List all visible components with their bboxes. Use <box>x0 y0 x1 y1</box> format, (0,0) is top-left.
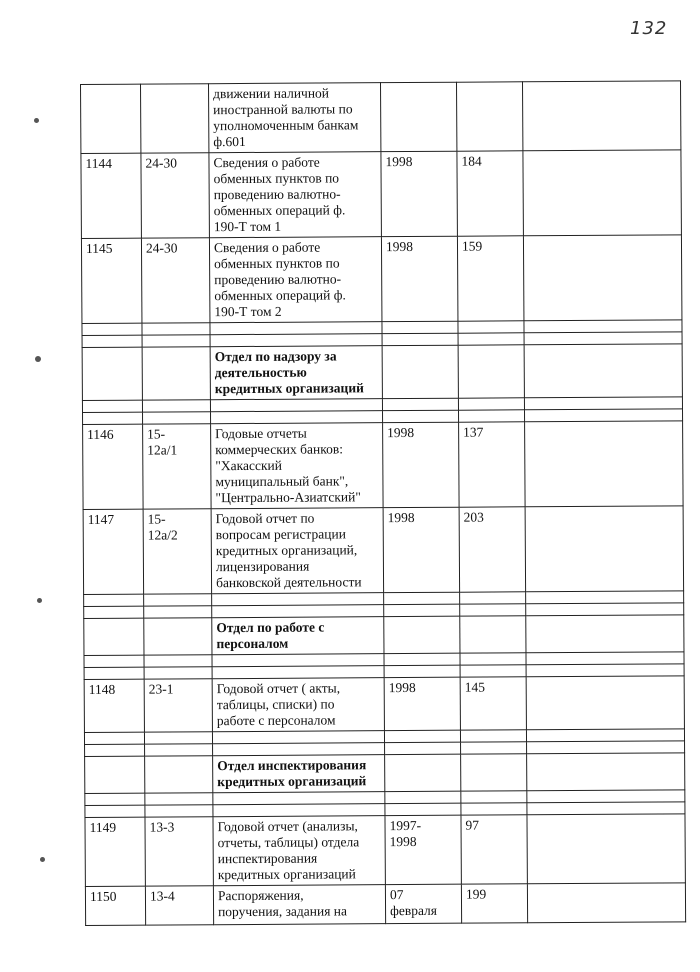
blank-cell <box>460 604 526 616</box>
item-number-cell-text: 1147 <box>87 511 115 527</box>
blank-cell <box>461 791 527 803</box>
blank-cell <box>144 594 212 606</box>
table-row <box>83 421 684 510</box>
blank-cell <box>212 731 384 744</box>
blank-cell <box>145 805 213 817</box>
dates-cell <box>383 507 460 592</box>
item-number-cell-text: 1149 <box>89 819 117 835</box>
blank-cell <box>527 802 685 815</box>
dates-cell-text: 07 февраля <box>389 887 438 919</box>
department-heading-text: Отдел по работе с персоналом <box>216 619 325 652</box>
blank-cell <box>458 410 524 422</box>
dates-cell <box>384 677 460 730</box>
department-heading-row <box>82 344 682 401</box>
blank-cell <box>145 744 213 756</box>
blank-cell <box>458 398 524 410</box>
sheets-cell-text: 199 <box>465 886 487 902</box>
dates-cell <box>385 754 461 791</box>
blank-cell <box>384 604 460 616</box>
blank-cell <box>526 603 684 616</box>
item-number-cell <box>83 424 144 509</box>
index-cell <box>144 679 212 732</box>
index-cell <box>145 886 213 925</box>
blank-cell <box>382 398 458 410</box>
table-row <box>81 81 681 154</box>
note-cell <box>524 344 682 398</box>
dates-cell <box>384 616 460 653</box>
blank-cell <box>144 606 212 618</box>
item-number-cell-text: 1146 <box>87 426 114 442</box>
item-number-cell <box>83 509 144 594</box>
blank-cell <box>524 409 682 422</box>
blank-cell <box>144 667 212 679</box>
scan-speck <box>40 857 45 862</box>
sheets-cell-text: 97 <box>465 817 480 833</box>
dates-cell-text: 1998 <box>387 424 415 441</box>
note-cell <box>527 883 685 923</box>
blank-cell <box>384 653 460 665</box>
dates-cell <box>385 815 461 884</box>
index-cell <box>142 347 210 400</box>
blank-cell <box>458 321 524 333</box>
note-cell <box>527 814 685 884</box>
title-cell <box>209 237 382 323</box>
item-number-cell-text: 1144 <box>85 155 113 171</box>
blank-cell <box>212 593 384 606</box>
title-cell-text: Сведения о работе обменных пунктов по проведению валютно- обменных операций ф. 190-Т том 2 <box>213 239 346 320</box>
blank-cell <box>527 741 685 754</box>
blank-cell <box>458 333 524 345</box>
title-cell <box>209 83 381 153</box>
sheets-cell-text: 159 <box>461 238 483 254</box>
title-cell-text: Годовой отчет по вопросам регистрации кредитных организаций, лицензирования банковской деятельности <box>215 510 362 591</box>
item-number-cell <box>81 238 142 323</box>
blank-cell <box>460 665 526 677</box>
index-cell <box>143 509 212 594</box>
page-number: 132 <box>630 18 668 39</box>
register-table <box>80 80 686 926</box>
index-cell <box>145 756 213 793</box>
index-cell <box>141 238 210 323</box>
scan-speck <box>34 118 39 123</box>
note-cell <box>527 753 685 791</box>
note-cell <box>525 506 684 592</box>
note-cell <box>525 421 684 507</box>
blank-cell <box>384 592 460 604</box>
index-cell <box>141 153 210 238</box>
title-cell-text: Годовые отчеты коммерческих банков: "Хакасский муниципальный банк", "Центрально-Азиатский" <box>215 425 361 506</box>
note-cell <box>522 81 680 151</box>
index-cell-text: 24-30 <box>145 155 178 171</box>
index-cell <box>141 84 209 153</box>
blank-cell <box>84 594 144 606</box>
note-cell <box>526 676 684 730</box>
blank-cell <box>213 804 385 817</box>
sheets-cell <box>456 82 522 151</box>
sheets-cell <box>457 151 524 236</box>
dates-cell <box>383 422 460 507</box>
index-cell-text: 15- 12а/2 <box>147 511 178 543</box>
blank-cell <box>384 730 460 742</box>
sheets-cell-text: 137 <box>463 424 484 440</box>
title-cell <box>212 678 384 732</box>
blank-cell <box>526 664 684 677</box>
item-number-cell <box>84 679 144 732</box>
register-table-container <box>80 80 685 926</box>
blank-cell <box>210 334 382 347</box>
dates-cell-text: 1997- 1998 <box>389 817 422 850</box>
dates-cell-text: 1998 <box>388 679 416 696</box>
dates-cell <box>385 884 461 923</box>
sheets-cell <box>461 754 527 791</box>
blank-cell <box>144 655 212 667</box>
blank-cell <box>383 410 459 422</box>
blank-cell <box>460 592 526 604</box>
title-cell-text: Сведения о работе обменных пунктов по проведению валютно- обменных операций ф. 190-Т том 1 <box>213 154 346 235</box>
title-cell-text: Распоряжения, поручения, задания на <box>217 887 348 920</box>
department-heading <box>213 755 385 793</box>
dates-cell <box>381 151 458 236</box>
blank-cell <box>213 743 385 756</box>
index-cell <box>144 618 212 655</box>
scan-speck <box>37 598 42 603</box>
blank-cell <box>212 654 384 667</box>
item-number-cell <box>82 347 142 400</box>
item-number-cell-text: 1148 <box>88 681 116 697</box>
table-row <box>83 506 684 595</box>
sheets-cell <box>460 677 526 730</box>
item-number-cell-text: 1145 <box>85 240 113 256</box>
dates-cell-text: 1998 <box>385 153 413 170</box>
sheets-cell <box>460 616 526 653</box>
item-number-cell <box>81 153 142 238</box>
blank-cell <box>85 744 145 756</box>
blank-cell <box>84 667 144 679</box>
blank-cell <box>210 322 382 335</box>
sheets-cell-text: 145 <box>464 679 485 695</box>
blank-cell <box>524 320 682 333</box>
blank-cell <box>524 332 682 345</box>
blank-cell <box>212 605 384 618</box>
table-row <box>85 883 685 926</box>
sheets-cell-text: 184 <box>461 153 482 169</box>
dates-cell-text: 1998 <box>387 509 415 526</box>
blank-cell <box>84 606 144 618</box>
blank-cell <box>385 742 461 754</box>
dates-cell <box>381 236 458 321</box>
blank-cell <box>82 323 142 335</box>
blank-cell <box>142 400 210 412</box>
note-cell <box>523 150 682 236</box>
title-cell <box>213 816 385 886</box>
sheets-cell <box>458 345 524 398</box>
sheets-cell <box>459 422 526 507</box>
table-row <box>85 814 685 887</box>
department-heading-text: Отдел инспектирования кредитных организаций <box>217 757 367 790</box>
blank-cell <box>85 793 145 805</box>
dates-cell-text: 1998 <box>385 238 414 255</box>
blank-cell <box>524 397 682 410</box>
title-cell <box>211 423 384 509</box>
register-body <box>81 81 686 926</box>
title-cell <box>213 885 385 925</box>
blank-cell <box>145 793 213 805</box>
blank-cell <box>460 730 526 742</box>
blank-cell <box>211 411 383 424</box>
index-cell-text: 24-30 <box>145 240 178 256</box>
blank-cell <box>460 653 526 665</box>
item-number-cell <box>85 817 145 886</box>
table-row <box>81 235 682 324</box>
blank-cell <box>144 732 212 744</box>
scan-speck <box>35 356 41 362</box>
index-cell-text: 13-3 <box>149 819 175 835</box>
sheets-cell-text: 203 <box>463 509 484 525</box>
blank-cell <box>84 655 144 667</box>
sheets-cell <box>461 815 527 884</box>
note-cell <box>526 615 684 653</box>
blank-cell <box>142 335 210 347</box>
index-cell-text: 15- 12а/1 <box>147 426 178 458</box>
title-cell-text: Годовой отчет (анализы, отчеты, таблицы) отдела инспектирования кредитных организаций <box>217 818 360 883</box>
blank-cell <box>526 652 684 665</box>
blank-cell <box>213 792 385 805</box>
title-cell <box>209 152 382 238</box>
department-heading <box>210 346 382 400</box>
item-number-cell <box>85 886 145 925</box>
index-cell-text: 23-1 <box>148 681 174 697</box>
blank-cell <box>461 742 527 754</box>
blank-cell <box>83 412 143 424</box>
sheets-cell <box>459 507 526 592</box>
blank-cell <box>142 323 210 335</box>
department-heading <box>212 617 384 655</box>
index-cell <box>143 424 212 509</box>
department-heading-text: Отдел по надзору за деятельностью кредитных организаций <box>214 348 364 397</box>
blank-cell <box>461 803 527 815</box>
dates-cell <box>382 345 458 398</box>
blank-cell <box>526 591 684 604</box>
dates-cell <box>380 82 456 151</box>
blank-cell <box>385 803 461 815</box>
department-heading-row <box>85 753 685 794</box>
title-cell-text: движении наличной иностранной валюты по уполномоченным банкам ф.601 <box>213 85 359 150</box>
blank-cell <box>210 399 382 412</box>
table-row <box>84 676 684 733</box>
note-cell <box>523 235 682 321</box>
title-cell-text: Годовой отчет ( акты, таблицы, списки) по работе с персоналом <box>216 680 341 729</box>
title-cell <box>211 508 384 594</box>
blank-cell <box>527 790 685 803</box>
sheets-cell <box>457 236 524 321</box>
blank-cell <box>384 665 460 677</box>
item-number-cell <box>81 84 141 153</box>
index-cell-text: 13-4 <box>149 888 175 904</box>
item-number-cell <box>85 756 145 793</box>
blank-cell <box>382 321 458 333</box>
blank-cell <box>212 666 384 679</box>
blank-cell <box>82 335 142 347</box>
blank-cell <box>82 400 142 412</box>
item-number-cell <box>84 618 144 655</box>
item-number-cell-text: 1150 <box>89 888 117 904</box>
blank-cell <box>84 732 144 744</box>
blank-cell <box>526 729 684 742</box>
table-row <box>81 150 682 239</box>
sheets-cell <box>461 884 527 923</box>
blank-cell <box>385 791 461 803</box>
index-cell <box>145 817 213 886</box>
blank-cell <box>85 805 145 817</box>
department-heading-row <box>84 615 684 656</box>
blank-cell <box>143 412 211 424</box>
blank-cell <box>382 333 458 345</box>
